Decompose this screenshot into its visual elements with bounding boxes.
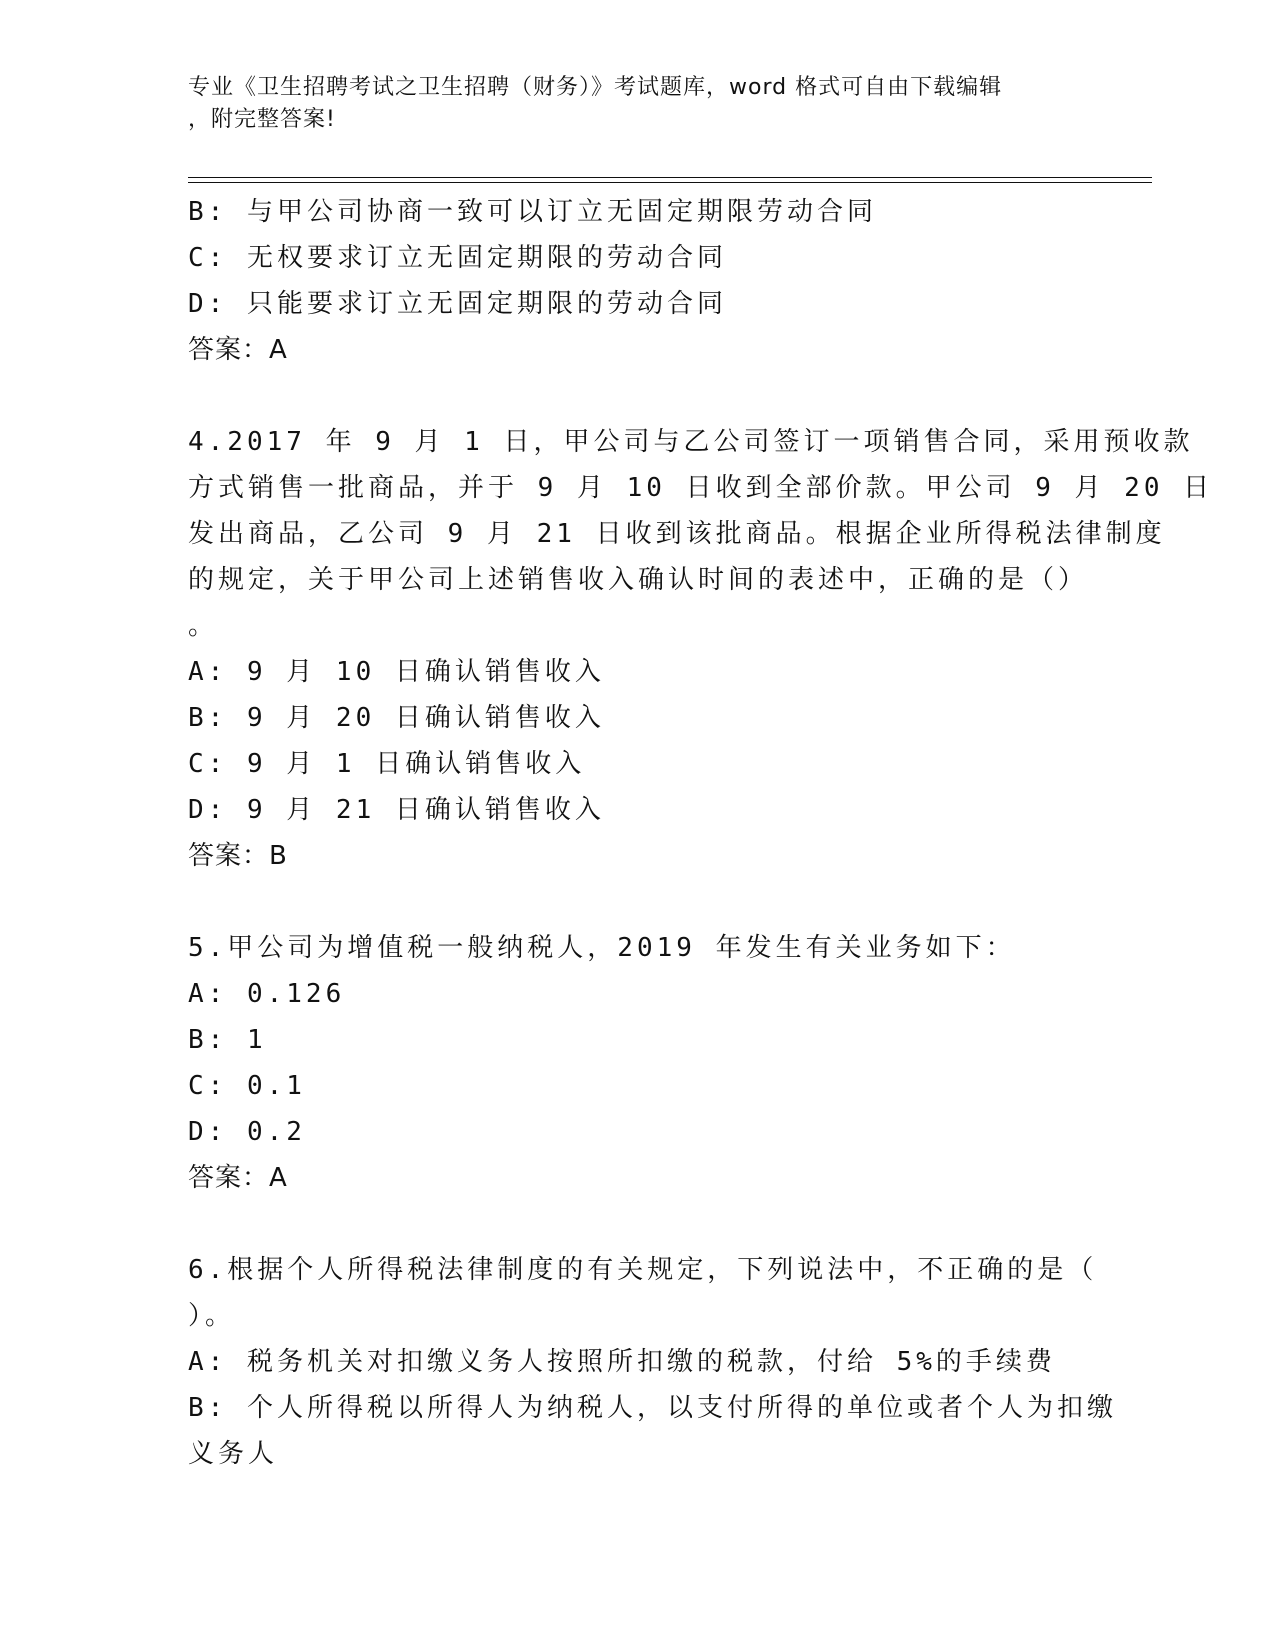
header-line-1: 专业《卫生招聘考试之卫生招聘（财务）》考试题库，word 格式可自由下载编辑 xyxy=(188,75,1003,100)
answer: 答案：A xyxy=(188,335,288,365)
option-c: C: 9 月 1 日确认销售收入 xyxy=(188,749,586,779)
question-text-line: 5.甲公司为增值税一般纳税人，2019 年发生有关业务如下： xyxy=(188,933,1016,963)
option-b: B: 与甲公司协商一致可以订立无固定期限劳动合同 xyxy=(188,197,877,227)
option-c: C: 0.1 xyxy=(188,1071,306,1101)
question-text-line: 的规定，关于甲公司上述销售收入确认时间的表述中，正确的是（） xyxy=(188,565,1089,595)
option-d: D: 只能要求订立无固定期限的劳动合同 xyxy=(188,289,727,319)
document-body xyxy=(188,189,1214,1477)
option-d: D: 9 月 21 日确认销售收入 xyxy=(188,795,605,825)
question-5 xyxy=(188,925,1088,1201)
header-line-2: ，附完整答案! xyxy=(188,107,336,132)
question-text-line: 发出商品，乙公司 9 月 21 日收到该批商品。根据企业所得税法律制度 xyxy=(188,519,1166,549)
document-header xyxy=(188,72,1068,136)
option-a: A: 税务机关对扣缴义务人按照所扣缴的税款，付给 5%的手续费 xyxy=(188,1347,1056,1377)
question-text-line: 方式销售一批商品，并于 9 月 10 日收到全部价款。甲公司 9 月 20 日 xyxy=(188,473,1214,503)
option-b: B: 个人所得税以所得人为纳税人，以支付所得的单位或者个人为扣缴 xyxy=(188,1393,1117,1423)
question-3 xyxy=(188,189,1088,373)
header-rule-bottom xyxy=(188,182,1152,183)
option-d: D: 0.2 xyxy=(188,1117,306,1147)
answer: 答案：A xyxy=(188,1163,288,1193)
option-b-continued: 义务人 xyxy=(188,1439,279,1469)
question-6 xyxy=(188,1247,1117,1477)
question-text-line: ）。 xyxy=(188,1301,236,1331)
option-a: A: 0.126 xyxy=(188,979,346,1009)
option-b: B: 1 xyxy=(188,1025,267,1055)
question-text-line: 6.根据个人所得税法律制度的有关规定，下列说法中，不正确的是（ xyxy=(188,1255,1098,1285)
option-b: B: 9 月 20 日确认销售收入 xyxy=(188,703,605,733)
answer: 答案：B xyxy=(188,841,288,871)
option-c: C: 无权要求订立无固定期限的劳动合同 xyxy=(188,243,727,273)
question-text-line: 。 xyxy=(188,611,219,641)
question-text-line: 4.2017 年 9 月 1 日，甲公司与乙公司签订一项销售合同，采用预收款 xyxy=(188,427,1194,457)
option-a: A: 9 月 10 日确认销售收入 xyxy=(188,657,605,687)
header-rule-top xyxy=(188,177,1152,178)
question-4 xyxy=(188,419,1214,879)
